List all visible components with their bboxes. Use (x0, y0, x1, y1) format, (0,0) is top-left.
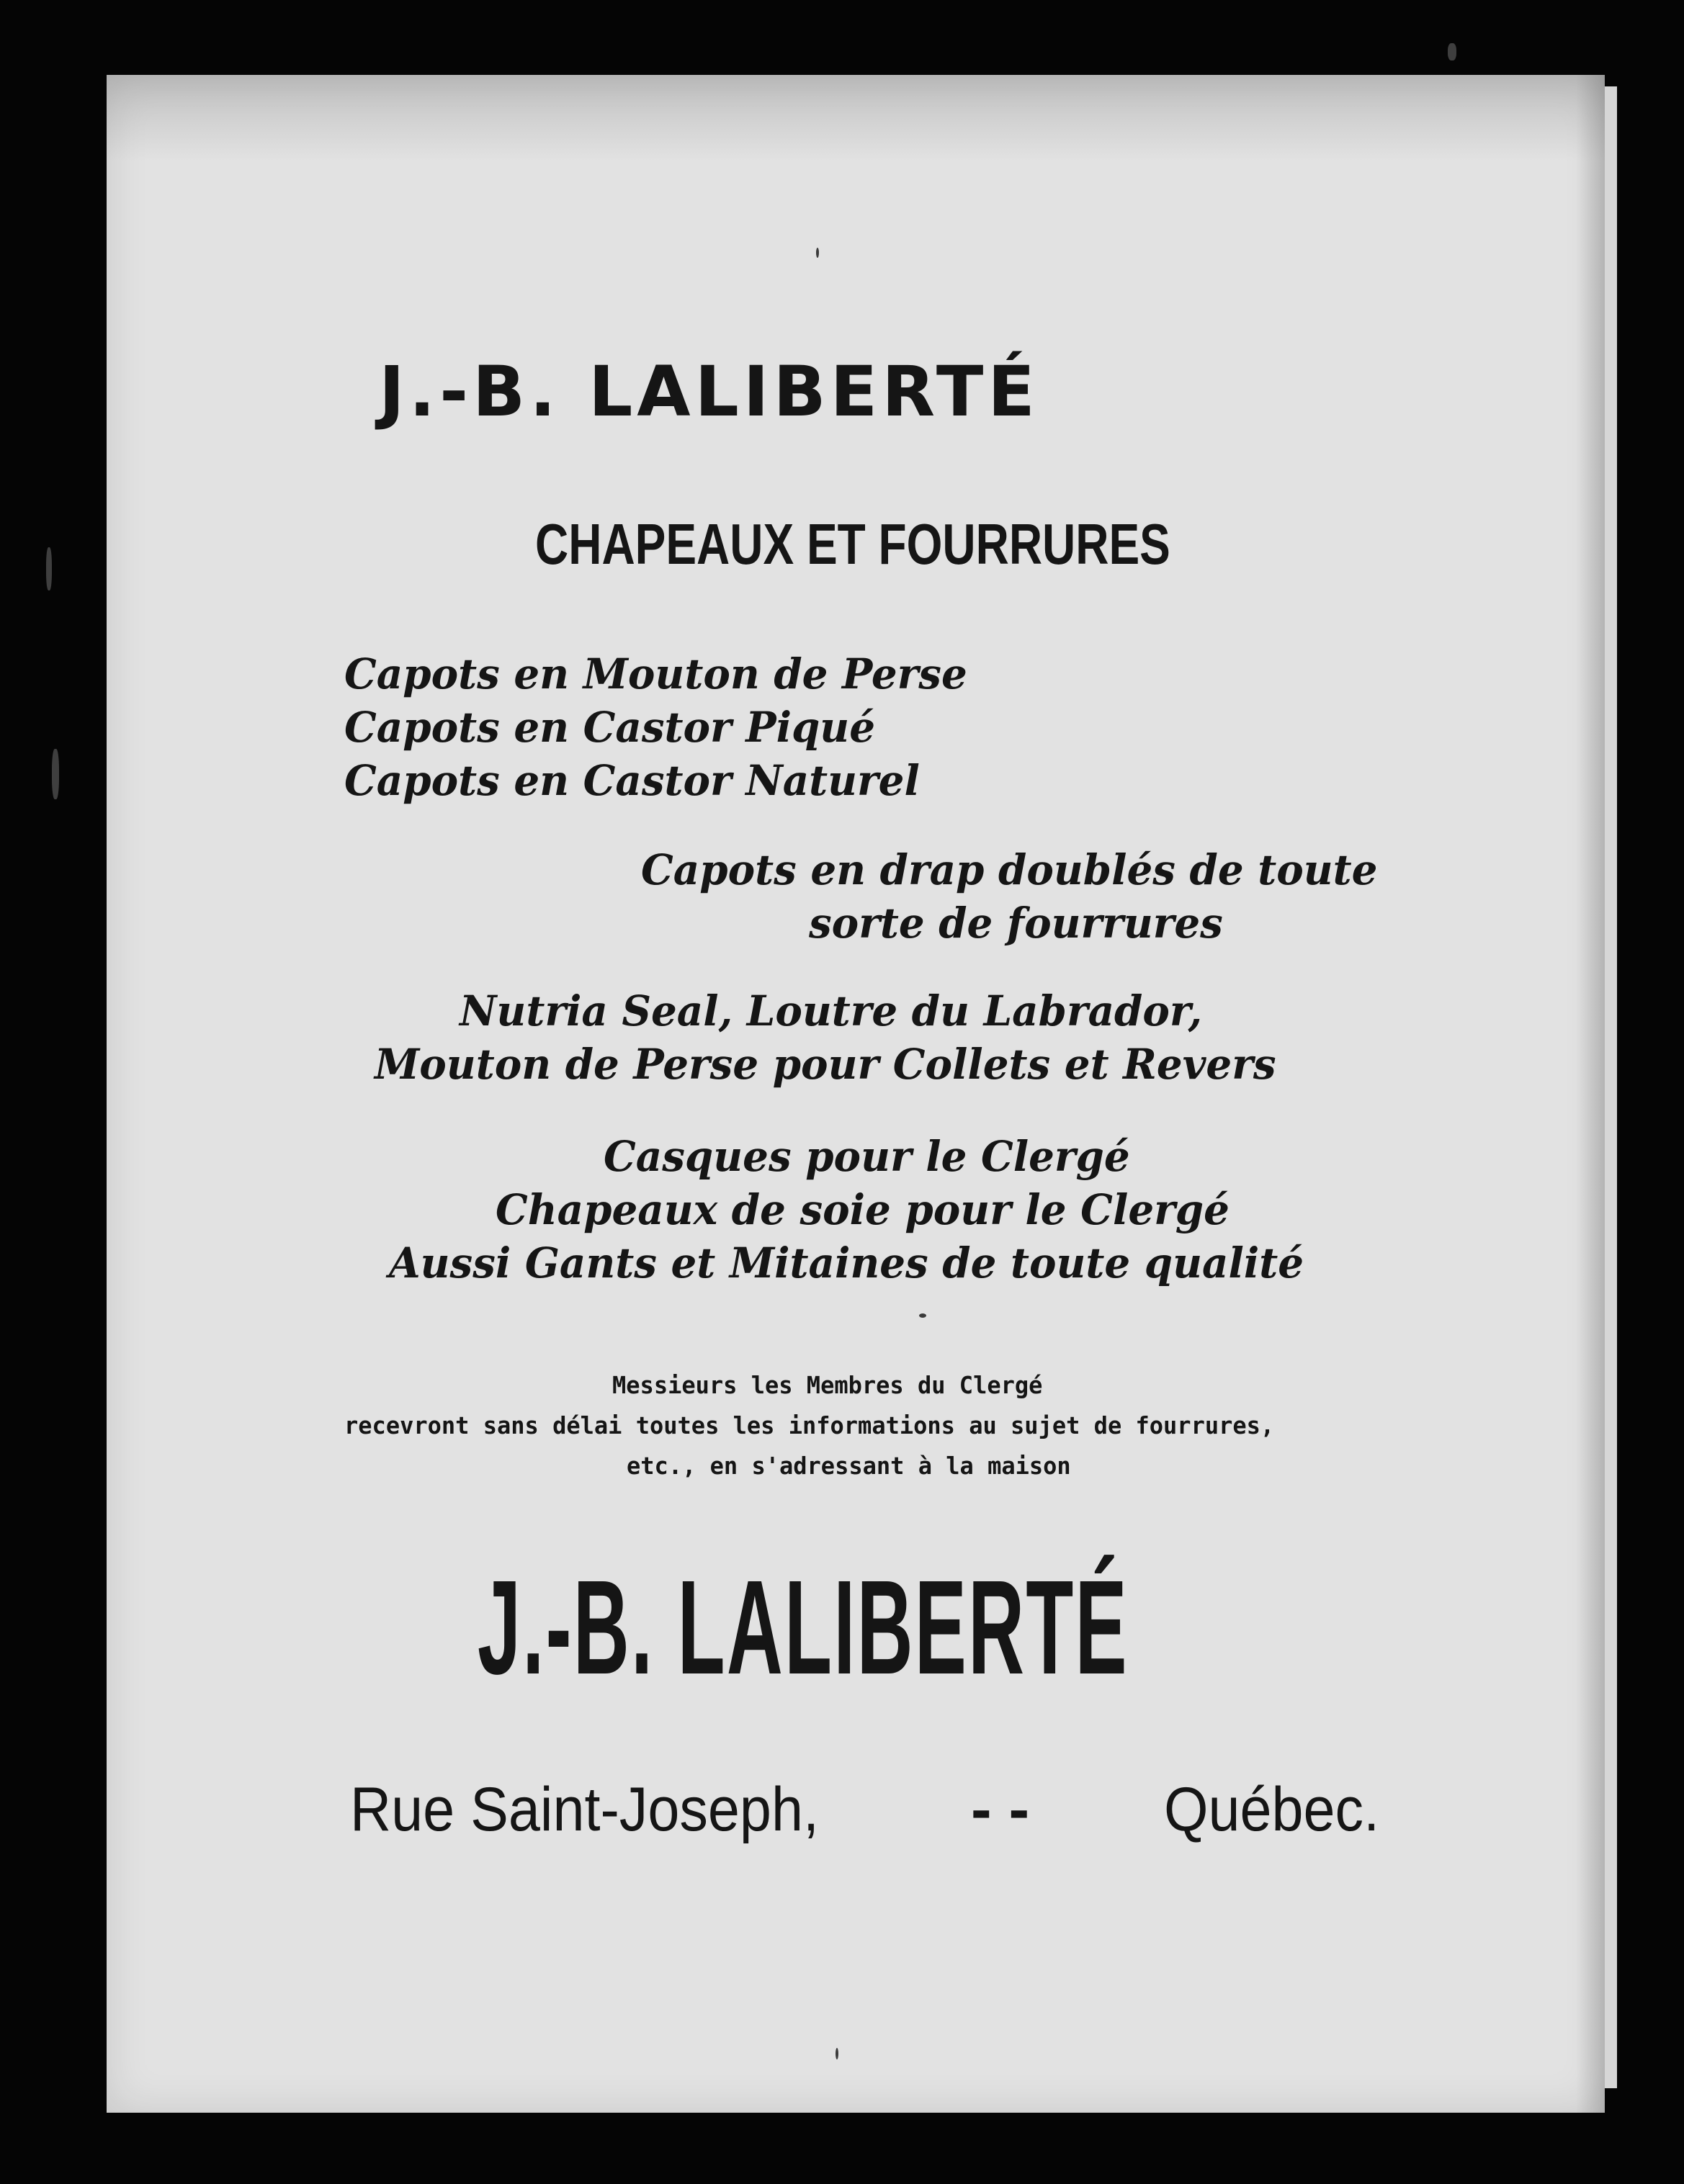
product-line: Chapeaux de soie pour le Clergé (496, 1185, 1230, 1234)
address-city: Québec. (1164, 1775, 1380, 1844)
scan-speck (46, 547, 52, 590)
scan-speck (836, 2048, 838, 2059)
product-line: Capots en drap doublés de toute (641, 845, 1378, 894)
scan-speck (816, 248, 819, 258)
address-street: Rue Saint-Joseph, (350, 1775, 819, 1844)
scan-speck (52, 749, 59, 799)
product-line: sorte de fourrures (809, 899, 1223, 948)
footer-business-name: J.-B. LALIBERTÉ (478, 1553, 1129, 1702)
product-line: Capots en Castor Naturel (344, 756, 920, 805)
notice-line: Messieurs les Membres du Clergé (612, 1371, 1043, 1399)
scan-speck (1448, 43, 1456, 60)
product-line: Capots en Castor Piqué (344, 703, 875, 752)
address-separator: - - (971, 1775, 1030, 1844)
product-line: Mouton de Perse pour Collets et Revers (375, 1040, 1276, 1089)
product-line: Aussi Gants et Mitaines de toute qualité (389, 1239, 1304, 1288)
notice-line: recevront sans délai toutes les informations au sujet de fourrures, (344, 1411, 1275, 1439)
product-line: Capots en Mouton de Perse (344, 650, 967, 698)
notice-line: etc., en s'adressant à la maison (627, 1452, 1071, 1480)
header-business-name: J.-B. LALIBERTÉ (379, 351, 1039, 432)
product-line: Nutria Seal, Loutre du Labrador, (460, 987, 1203, 1035)
subtitle: CHAPEAUX ET FOURRURES (535, 512, 1170, 576)
product-line: Casques pour le Clergé (604, 1132, 1130, 1181)
advertisement-page (107, 75, 1605, 2113)
scan-speck (919, 1313, 926, 1318)
